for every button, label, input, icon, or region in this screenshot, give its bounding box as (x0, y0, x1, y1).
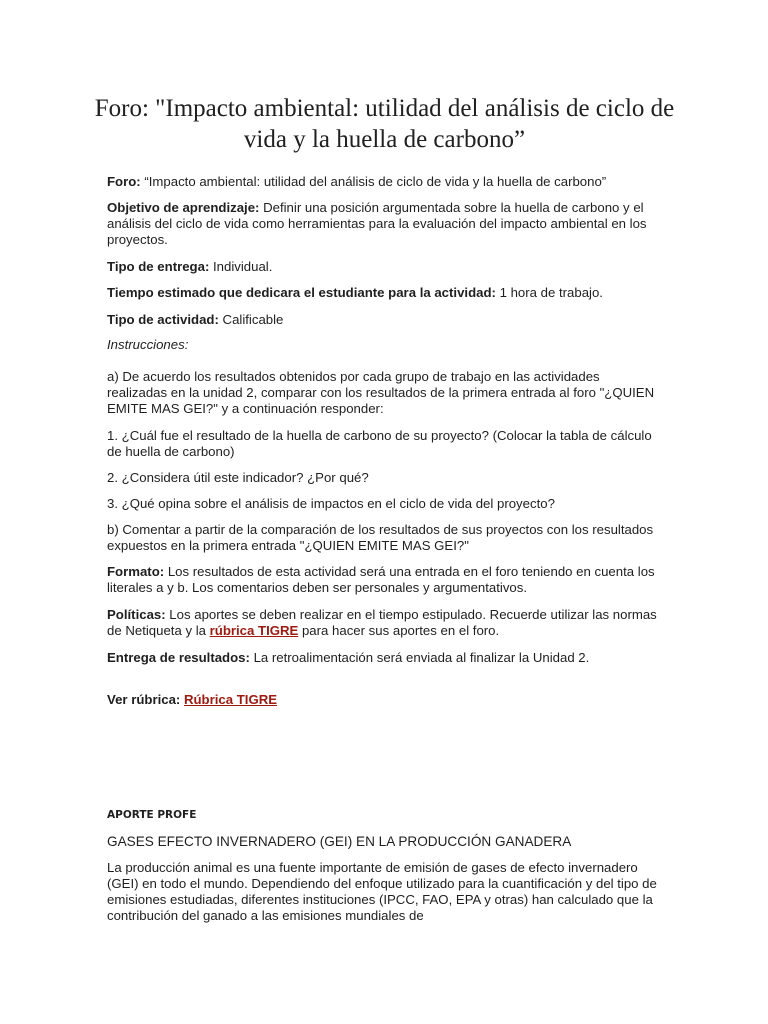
rubrica-tigre-link-2[interactable]: Rúbrica TIGRE (183, 692, 278, 707)
politicas-text-after: para hacer sus aportes en el foro. (298, 623, 500, 638)
formato-paragraph (107, 564, 662, 596)
formato-label: Formato: (107, 564, 165, 579)
tipo-actividad-text: Calificable (218, 312, 284, 327)
tipo-entrega-line (107, 259, 662, 275)
tipo-entrega-text: Individual. (209, 259, 273, 274)
ver-rubrica-label: Ver rúbrica: (107, 692, 181, 707)
ver-rubrica-line (107, 692, 662, 708)
foro-line (107, 174, 662, 190)
instruction-a: a) De acuerdo los resultados obtenidos por cada grupo de trabajo en las actividades realizadas en la unidad 2, comparar con los resultados de la primera entrada al foro "¿QUIEN EMITE MAS GEI?" y a continuación responder: (107, 369, 655, 416)
entrega-text: La retroalimentación será enviada al finalizar la Unidad 2. (249, 650, 590, 665)
question-1: 1. ¿Cuál fue el resultado de la huella de carbono de su proyecto? (Colocar la tabla de cálculo de huella de carbono) (107, 428, 652, 459)
tipo-entrega-label: Tipo de entrega: (107, 259, 210, 274)
politicas-paragraph (107, 607, 662, 639)
instruction-b: b) Comentar a partir de la comparación de los resultados de sus proyectos con los resultados expuestos en la primera entrada "¿QUIEN EMITE MAS GEI?" (107, 522, 654, 553)
entrega-line (107, 650, 662, 666)
question-2: 2. ¿Considera útil este indicador? ¿Por qué? (107, 470, 369, 485)
body-paragraph: La producción animal es una fuente importante de emisión de gases de efecto invernadero (GEI) en todo el mundo. Dependiendo del enfoque utilizado para la cuantificación y del tipo de emisiones estudiadas, diferentes instituciones (IPCC, FAO, EPA y otras) han calculado que la contribución del ganado a las emisiones mundiales de (107, 860, 657, 923)
tipo-actividad-line (107, 312, 662, 328)
objetivo-paragraph (107, 200, 662, 248)
section-heading: GASES EFECTO INVERNADERO (GEI) EN LA PRODUCCIÓN GANADERA (107, 834, 572, 849)
page-title: Foro: "Impacto ambiental: utilidad del análisis de ciclo de vida y la huella de carbono” (94, 95, 675, 153)
rubrica-tigre-link[interactable]: rúbrica TIGRE (209, 623, 299, 638)
formato-text: Los resultados de esta actividad será una entrada en el foro teniendo en cuenta los literales a y b. Los comentarios deben ser personales y argumentativos. (107, 564, 655, 595)
politicas-label: Políticas: (107, 607, 166, 622)
tiempo-text: 1 hora de trabajo. (495, 285, 603, 300)
tipo-actividad-label: Tipo de actividad: (107, 312, 219, 327)
tiempo-label: Tiempo estimado que dedicara el estudiante para la actividad: (107, 285, 496, 300)
foro-text: “Impacto ambiental: utilidad del análisis de ciclo de vida y la huella de carbono” (140, 174, 607, 189)
aporte-profe-heading: APORTE PROFE (107, 809, 197, 821)
entrega-label: Entrega de resultados: (107, 650, 250, 665)
foro-label: Foro: (107, 174, 141, 189)
politicas-text-before: Los aportes se deben realizar en el tiempo estipulado. Recuerde utilizar las normas de Netiqueta y la (107, 607, 657, 638)
instrucciones-heading: Instrucciones: (107, 337, 189, 352)
objetivo-label: Objetivo de aprendizaje: (107, 200, 260, 215)
question-3: 3. ¿Qué opina sobre el análisis de impactos en el ciclo de vida del proyecto? (107, 496, 555, 511)
objetivo-text: Definir una posición argumentada sobre la huella de carbono y el análisis del ciclo de vida como herramientas para la evaluación del impacto ambiental en los proyectos. (107, 200, 647, 247)
tiempo-line (107, 285, 662, 301)
